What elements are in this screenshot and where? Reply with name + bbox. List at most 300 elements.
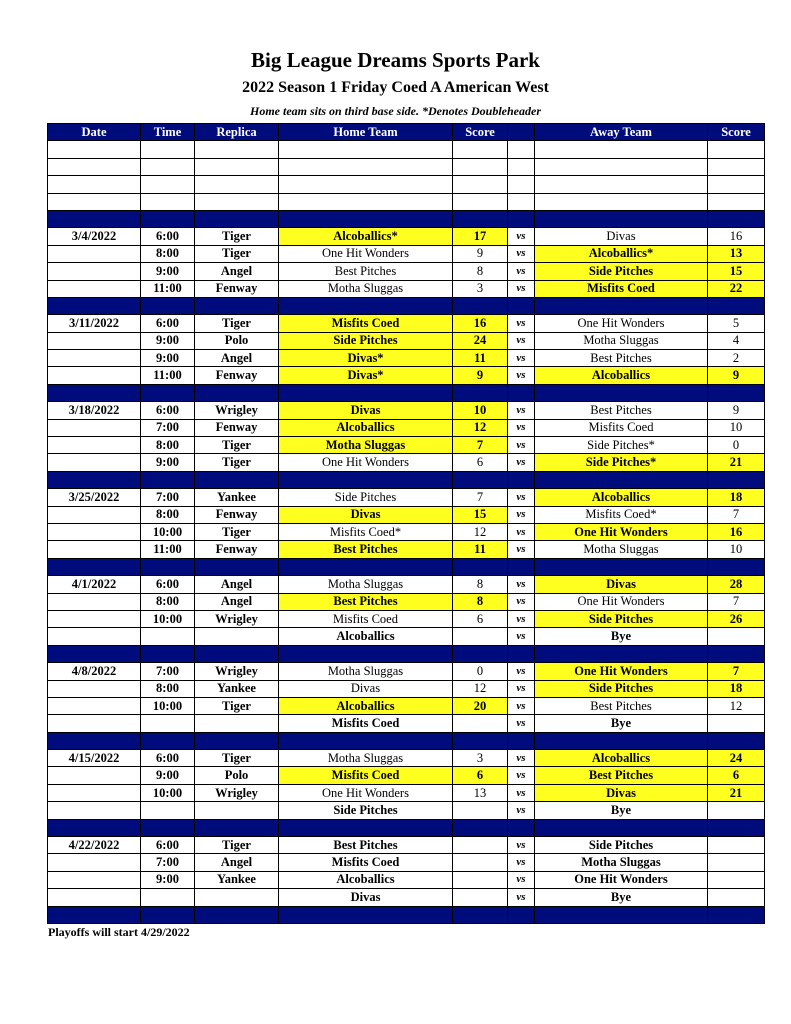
away-score-cell <box>708 854 765 871</box>
table-header-row <box>48 124 765 141</box>
away-score-cell: 4 <box>708 332 765 349</box>
time-cell <box>141 471 195 488</box>
blank-row <box>48 158 765 175</box>
home-team-cell: Motha Sluggas <box>279 750 453 767</box>
date-cell: 4/1/2022 <box>48 576 141 593</box>
away-score-cell <box>708 471 765 488</box>
away-team-cell <box>535 384 708 401</box>
game-row <box>48 697 765 714</box>
week-separator-row <box>48 384 765 401</box>
away-score-cell <box>708 628 765 645</box>
away-team-cell <box>535 141 708 158</box>
away-team-cell <box>535 819 708 836</box>
away-score-cell: 7 <box>708 663 765 680</box>
away-team-cell <box>535 906 708 923</box>
replica-cell: Angel <box>195 263 279 280</box>
vs-cell: vs <box>508 419 535 436</box>
game-row <box>48 767 765 784</box>
time-cell <box>141 628 195 645</box>
time-cell: 7:00 <box>141 663 195 680</box>
away-score-cell: 2 <box>708 350 765 367</box>
away-score-cell: 9 <box>708 367 765 384</box>
vs-cell: vs <box>508 576 535 593</box>
replica-cell <box>195 732 279 749</box>
date-cell <box>48 628 141 645</box>
vs-cell: vs <box>508 489 535 506</box>
away-team-cell: Best Pitches <box>535 350 708 367</box>
home-team-cell: Alcoballics <box>279 628 453 645</box>
away-score-cell: 7 <box>708 593 765 610</box>
column-header-replica: Replica <box>195 124 279 141</box>
home-score-cell: 11 <box>453 350 508 367</box>
away-team-cell: Misfits Coed <box>535 280 708 297</box>
date-cell: 3/11/2022 <box>48 315 141 332</box>
date-cell <box>48 802 141 819</box>
time-cell: 9:00 <box>141 871 195 888</box>
date-cell <box>48 384 141 401</box>
home-team-cell <box>279 141 453 158</box>
replica-cell: Angel <box>195 854 279 871</box>
vs-cell <box>508 906 535 923</box>
game-row <box>48 245 765 262</box>
week-separator-row <box>48 471 765 488</box>
home-score-cell <box>453 871 508 888</box>
away-score-cell: 10 <box>708 419 765 436</box>
home-team-cell <box>279 210 453 227</box>
vs-cell <box>508 210 535 227</box>
time-cell: 6:00 <box>141 750 195 767</box>
vs-cell: vs <box>508 854 535 871</box>
vs-cell <box>508 141 535 158</box>
home-team-cell: Alcoballics* <box>279 228 453 245</box>
column-header-away-score: Score <box>708 124 765 141</box>
schedule-body <box>48 141 765 924</box>
away-team-cell: Alcoballics <box>535 750 708 767</box>
time-cell: 6:00 <box>141 837 195 854</box>
vs-cell: vs <box>508 767 535 784</box>
away-score-cell <box>708 837 765 854</box>
replica-cell <box>195 645 279 662</box>
vs-cell: vs <box>508 871 535 888</box>
game-row <box>48 871 765 888</box>
away-score-cell: 18 <box>708 489 765 506</box>
replica-cell: Fenway <box>195 506 279 523</box>
home-team-cell: Divas* <box>279 367 453 384</box>
away-score-cell: 13 <box>708 245 765 262</box>
game-row <box>48 523 765 540</box>
home-team-cell: Divas <box>279 506 453 523</box>
vs-cell <box>508 384 535 401</box>
time-cell: 11:00 <box>141 280 195 297</box>
away-score-cell: 22 <box>708 280 765 297</box>
blank-row <box>48 176 765 193</box>
time-cell: 10:00 <box>141 697 195 714</box>
away-score-cell: 15 <box>708 263 765 280</box>
replica-cell <box>195 628 279 645</box>
date-cell <box>48 906 141 923</box>
time-cell <box>141 819 195 836</box>
column-header-vs <box>508 124 535 141</box>
away-team-cell <box>535 176 708 193</box>
replica-cell <box>195 471 279 488</box>
home-team-cell: Motha Sluggas <box>279 280 453 297</box>
away-score-cell: 24 <box>708 750 765 767</box>
away-score-cell: 5 <box>708 315 765 332</box>
vs-cell: vs <box>508 663 535 680</box>
date-cell <box>48 210 141 227</box>
replica-cell: Wrigley <box>195 784 279 801</box>
vs-cell: vs <box>508 784 535 801</box>
vs-cell: vs <box>508 837 535 854</box>
home-team-cell <box>279 158 453 175</box>
home-score-cell: 15 <box>453 506 508 523</box>
date-cell <box>48 523 141 540</box>
vs-cell: vs <box>508 228 535 245</box>
home-score-cell: 17 <box>453 228 508 245</box>
time-cell: 7:00 <box>141 419 195 436</box>
away-team-cell: Side Pitches* <box>535 437 708 454</box>
away-team-cell: Best Pitches <box>535 697 708 714</box>
home-team-cell: Best Pitches <box>279 541 453 558</box>
game-row <box>48 350 765 367</box>
replica-cell <box>195 141 279 158</box>
away-team-cell <box>535 297 708 314</box>
replica-cell: Yankee <box>195 871 279 888</box>
game-row <box>48 228 765 245</box>
home-score-cell: 0 <box>453 663 508 680</box>
vs-cell: vs <box>508 315 535 332</box>
date-cell <box>48 610 141 627</box>
home-score-cell: 11 <box>453 541 508 558</box>
replica-cell: Tiger <box>195 750 279 767</box>
away-team-cell: One Hit Wonders <box>535 871 708 888</box>
home-score-cell: 12 <box>453 419 508 436</box>
home-score-cell: 8 <box>453 263 508 280</box>
replica-cell: Yankee <box>195 489 279 506</box>
week-separator-row <box>48 906 765 923</box>
away-team-cell: Bye <box>535 889 708 906</box>
away-team-cell: Motha Sluggas <box>535 541 708 558</box>
date-cell <box>48 280 141 297</box>
time-cell: 8:00 <box>141 437 195 454</box>
vs-cell <box>508 819 535 836</box>
vs-cell <box>508 297 535 314</box>
away-score-cell: 7 <box>708 506 765 523</box>
date-cell <box>48 350 141 367</box>
away-team-cell: Alcoballics <box>535 367 708 384</box>
date-cell <box>48 454 141 471</box>
away-score-cell <box>708 732 765 749</box>
vs-cell: vs <box>508 506 535 523</box>
date-cell <box>48 193 141 210</box>
home-team-cell: Misfits Coed <box>279 854 453 871</box>
home-score-cell: 7 <box>453 489 508 506</box>
away-team-cell: One Hit Wonders <box>535 315 708 332</box>
home-score-cell: 9 <box>453 245 508 262</box>
vs-cell: vs <box>508 367 535 384</box>
vs-cell <box>508 558 535 575</box>
away-score-cell <box>708 906 765 923</box>
home-team-cell: Best Pitches <box>279 837 453 854</box>
date-cell <box>48 819 141 836</box>
time-cell <box>141 176 195 193</box>
home-score-cell <box>453 802 508 819</box>
date-cell: 4/22/2022 <box>48 837 141 854</box>
home-score-cell: 10 <box>453 402 508 419</box>
replica-cell: Angel <box>195 593 279 610</box>
away-team-cell <box>535 558 708 575</box>
away-team-cell: Bye <box>535 628 708 645</box>
time-cell <box>141 384 195 401</box>
away-score-cell <box>708 871 765 888</box>
date-cell: 4/8/2022 <box>48 663 141 680</box>
time-cell: 8:00 <box>141 245 195 262</box>
replica-cell: Fenway <box>195 280 279 297</box>
date-cell <box>48 419 141 436</box>
date-cell <box>48 332 141 349</box>
time-cell: 10:00 <box>141 784 195 801</box>
home-score-cell <box>453 297 508 314</box>
away-team-cell <box>535 158 708 175</box>
away-team-cell: Best Pitches <box>535 402 708 419</box>
date-cell: 3/18/2022 <box>48 402 141 419</box>
home-team-cell: Alcoballics <box>279 697 453 714</box>
replica-cell: Tiger <box>195 837 279 854</box>
away-team-cell: Best Pitches <box>535 767 708 784</box>
vs-cell: vs <box>508 680 535 697</box>
week-separator-row <box>48 819 765 836</box>
vs-cell <box>508 158 535 175</box>
home-score-cell <box>453 645 508 662</box>
home-score-cell: 6 <box>453 767 508 784</box>
home-team-cell: Divas* <box>279 350 453 367</box>
away-team-cell: Motha Sluggas <box>535 854 708 871</box>
date-cell <box>48 506 141 523</box>
week-separator-row <box>48 732 765 749</box>
away-score-cell: 12 <box>708 697 765 714</box>
home-score-cell <box>453 854 508 871</box>
home-team-cell: Misfits Coed <box>279 715 453 732</box>
home-score-cell: 7 <box>453 437 508 454</box>
away-score-cell <box>708 558 765 575</box>
home-team-cell <box>279 732 453 749</box>
game-row <box>48 610 765 627</box>
game-row <box>48 576 765 593</box>
home-team-cell: Divas <box>279 889 453 906</box>
home-team-cell: One Hit Wonders <box>279 454 453 471</box>
date-cell <box>48 176 141 193</box>
home-team-cell <box>279 193 453 210</box>
replica-cell <box>195 297 279 314</box>
away-score-cell <box>708 141 765 158</box>
vs-cell: vs <box>508 332 535 349</box>
time-cell: 7:00 <box>141 854 195 871</box>
game-row <box>48 419 765 436</box>
replica-cell: Tiger <box>195 697 279 714</box>
home-score-cell: 24 <box>453 332 508 349</box>
game-row <box>48 506 765 523</box>
home-score-cell <box>453 158 508 175</box>
week-separator-row <box>48 645 765 662</box>
replica-cell: Angel <box>195 350 279 367</box>
away-team-cell: Divas <box>535 784 708 801</box>
vs-cell: vs <box>508 802 535 819</box>
date-cell <box>48 158 141 175</box>
away-team-cell: Misfits Coed <box>535 419 708 436</box>
vs-cell: vs <box>508 454 535 471</box>
vs-cell: vs <box>508 889 535 906</box>
time-cell: 10:00 <box>141 610 195 627</box>
time-cell: 9:00 <box>141 263 195 280</box>
replica-cell: Tiger <box>195 245 279 262</box>
time-cell: 11:00 <box>141 541 195 558</box>
away-team-cell: Side Pitches <box>535 837 708 854</box>
away-score-cell <box>708 819 765 836</box>
home-team-cell: Side Pitches <box>279 332 453 349</box>
vs-cell: vs <box>508 523 535 540</box>
home-team-cell: Divas <box>279 402 453 419</box>
time-cell <box>141 141 195 158</box>
replica-cell: Fenway <box>195 367 279 384</box>
replica-cell: Yankee <box>195 680 279 697</box>
away-score-cell: 9 <box>708 402 765 419</box>
date-cell <box>48 871 141 888</box>
replica-cell: Fenway <box>195 541 279 558</box>
replica-cell <box>195 819 279 836</box>
home-score-cell: 13 <box>453 784 508 801</box>
away-team-cell: Side Pitches <box>535 680 708 697</box>
home-score-cell: 6 <box>453 610 508 627</box>
date-cell <box>48 732 141 749</box>
game-row <box>48 663 765 680</box>
home-team-cell: Side Pitches <box>279 489 453 506</box>
home-score-cell: 9 <box>453 367 508 384</box>
vs-cell <box>508 732 535 749</box>
date-cell <box>48 645 141 662</box>
away-team-cell: One Hit Wonders <box>535 523 708 540</box>
replica-cell: Tiger <box>195 437 279 454</box>
home-score-cell: 20 <box>453 697 508 714</box>
replica-cell <box>195 210 279 227</box>
home-score-cell: 16 <box>453 315 508 332</box>
home-team-cell: Best Pitches <box>279 593 453 610</box>
time-cell: 6:00 <box>141 402 195 419</box>
time-cell <box>141 732 195 749</box>
game-row <box>48 750 765 767</box>
replica-cell <box>195 802 279 819</box>
game-row <box>48 437 765 454</box>
vs-cell <box>508 645 535 662</box>
vs-cell: vs <box>508 750 535 767</box>
game-row <box>48 837 765 854</box>
vs-cell: vs <box>508 715 535 732</box>
home-team-cell <box>279 819 453 836</box>
time-cell: 6:00 <box>141 315 195 332</box>
time-cell: 6:00 <box>141 228 195 245</box>
time-cell: 9:00 <box>141 350 195 367</box>
time-cell <box>141 193 195 210</box>
game-row <box>48 784 765 801</box>
date-cell <box>48 263 141 280</box>
away-team-cell: Bye <box>535 802 708 819</box>
replica-cell: Angel <box>195 576 279 593</box>
home-team-cell <box>279 384 453 401</box>
home-team-cell: Best Pitches <box>279 263 453 280</box>
away-score-cell <box>708 297 765 314</box>
game-row <box>48 315 765 332</box>
date-cell <box>48 437 141 454</box>
away-score-cell <box>708 715 765 732</box>
game-row <box>48 715 765 732</box>
game-row <box>48 541 765 558</box>
away-team-cell: Divas <box>535 228 708 245</box>
away-score-cell <box>708 384 765 401</box>
date-cell <box>48 784 141 801</box>
home-team-cell: Misfits Coed* <box>279 523 453 540</box>
time-cell <box>141 802 195 819</box>
time-cell: 8:00 <box>141 506 195 523</box>
replica-cell: Tiger <box>195 315 279 332</box>
time-cell: 8:00 <box>141 680 195 697</box>
date-cell: 3/4/2022 <box>48 228 141 245</box>
away-team-cell <box>535 210 708 227</box>
home-team-cell: One Hit Wonders <box>279 784 453 801</box>
week-separator-row <box>48 558 765 575</box>
time-cell <box>141 558 195 575</box>
away-team-cell: Bye <box>535 715 708 732</box>
home-score-cell: 12 <box>453 523 508 540</box>
away-score-cell <box>708 645 765 662</box>
vs-cell: vs <box>508 628 535 645</box>
away-team-cell <box>535 471 708 488</box>
vs-cell: vs <box>508 541 535 558</box>
home-team-cell <box>279 297 453 314</box>
vs-cell <box>508 193 535 210</box>
away-score-cell: 10 <box>708 541 765 558</box>
home-score-cell <box>453 471 508 488</box>
time-cell: 9:00 <box>141 454 195 471</box>
away-team-cell: One Hit Wonders <box>535 593 708 610</box>
away-score-cell: 16 <box>708 228 765 245</box>
away-score-cell: 16 <box>708 523 765 540</box>
away-team-cell: Side Pitches* <box>535 454 708 471</box>
game-row <box>48 802 765 819</box>
away-score-cell <box>708 193 765 210</box>
date-cell <box>48 297 141 314</box>
blank-row <box>48 193 765 210</box>
home-score-cell: 3 <box>453 750 508 767</box>
game-row <box>48 593 765 610</box>
date-cell <box>48 697 141 714</box>
home-team-cell: Motha Sluggas <box>279 437 453 454</box>
home-team-cell: Divas <box>279 680 453 697</box>
date-cell <box>48 854 141 871</box>
home-score-cell <box>453 210 508 227</box>
home-team-cell <box>279 176 453 193</box>
home-score-cell <box>453 193 508 210</box>
away-team-cell: Side Pitches <box>535 610 708 627</box>
game-row <box>48 367 765 384</box>
time-cell <box>141 210 195 227</box>
date-cell <box>48 367 141 384</box>
replica-cell <box>195 193 279 210</box>
game-row <box>48 402 765 419</box>
home-score-cell <box>453 384 508 401</box>
replica-cell: Polo <box>195 332 279 349</box>
replica-cell <box>195 384 279 401</box>
date-cell: 3/25/2022 <box>48 489 141 506</box>
game-row <box>48 280 765 297</box>
